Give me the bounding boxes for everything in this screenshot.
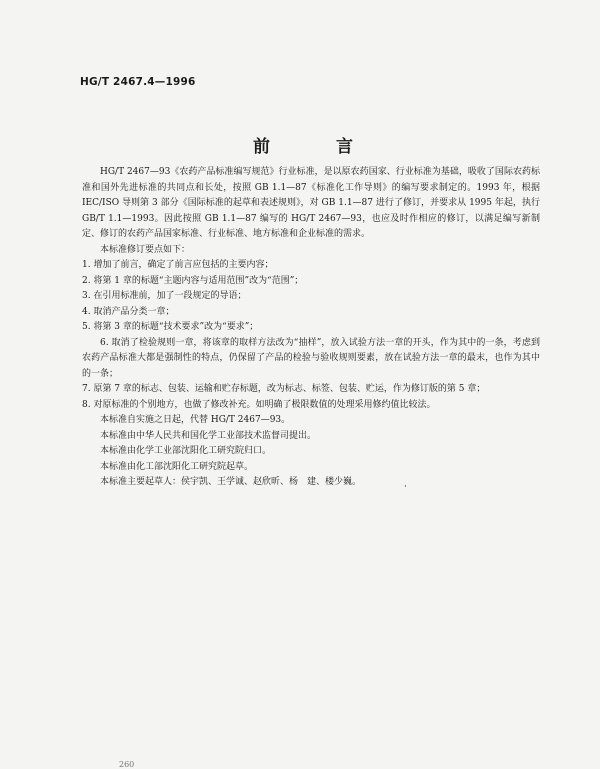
drafters-line: 本标准主要起草人：侯宇凯、王学诚、赵欣昕、杨 建、楼少巍。 bbox=[100, 477, 362, 487]
revision-item: 7. 原第 7 章的标志、包装、运输和贮存标题，改为标志、标签、包装、贮运，作为修订版的第 5 章； bbox=[82, 384, 486, 394]
closing-line: 本标准由中华人民共和国化学工业部技术监督司提出。 bbox=[100, 430, 317, 441]
closing-line: 本标准由化工部沈阳化工研究院起草。 bbox=[100, 461, 254, 472]
intro-paragraph: HG/T 2467—93《农药产品标准编写规范》行业标准，是以原农药国家、行业标准为基础，吸收了国际农药标准和国外先进标准的共同点和长处，按照 GB 1.1—87《标准化工作导则》的编写要求制定的。1993 年，根据 IEC/ISO 导则第 3 部分《国际标准的起草和表述规则》，对 GB 1.1—87 进行了修订，并要求从 1995 年起，执行 GB/T 1.1—1993。因此按照 GB 1.1—87 编写的 HG/T 2467—93，也应及时作相应的修订，以满足编写新制定、修订的农药产品国家标准、行业标准、地方标准和企业标准的需求。 bbox=[82, 167, 540, 239]
revision-item: 5. 将第 3 章的标题“技术要求”改为“要求”； bbox=[82, 322, 259, 332]
revision-item: 6. 取消了检验规则一章，将该章的取样方法改为“抽样”，放入试验方法一章的开头，作为其中的一条，考虑到农药产品标准大都是强制性的特点，仍保留了产品的检验与验收规则要素，放在试验方法一章的最末，也作为其中的一条； bbox=[82, 337, 540, 379]
closing-line: 本标准由化学工业部沈阳化工研究院归口。 bbox=[100, 446, 272, 456]
revision-item: 3. 在引用标准前，加了一段规定的导语； bbox=[82, 291, 247, 301]
page-number: 260 bbox=[119, 760, 135, 769]
revision-item: 4. 取消产品分类一章； bbox=[82, 306, 175, 317]
page-title: 前 言 bbox=[253, 137, 383, 157]
revision-item: 1. 增加了前言，确定了前言应包括的主要内容； bbox=[82, 260, 274, 270]
standard-code: HG/T 2467.4—1996 bbox=[80, 76, 196, 88]
stray-mark: · bbox=[404, 482, 407, 492]
revision-item: 2. 将第 1 章的标题“主题内容与适用范围”改为“范围”； bbox=[82, 275, 304, 286]
revision-item: 8. 对原标准的个别地方，也做了修改补充。如明确了极限数值的处理采用修约值比较法。 bbox=[82, 399, 436, 410]
foreword-body bbox=[82, 165, 540, 491]
revision-lead: 本标准修订要点如下： bbox=[100, 244, 191, 255]
closing-line: 本标准自实施之日起，代替 HG/T 2467—93。 bbox=[100, 415, 291, 425]
